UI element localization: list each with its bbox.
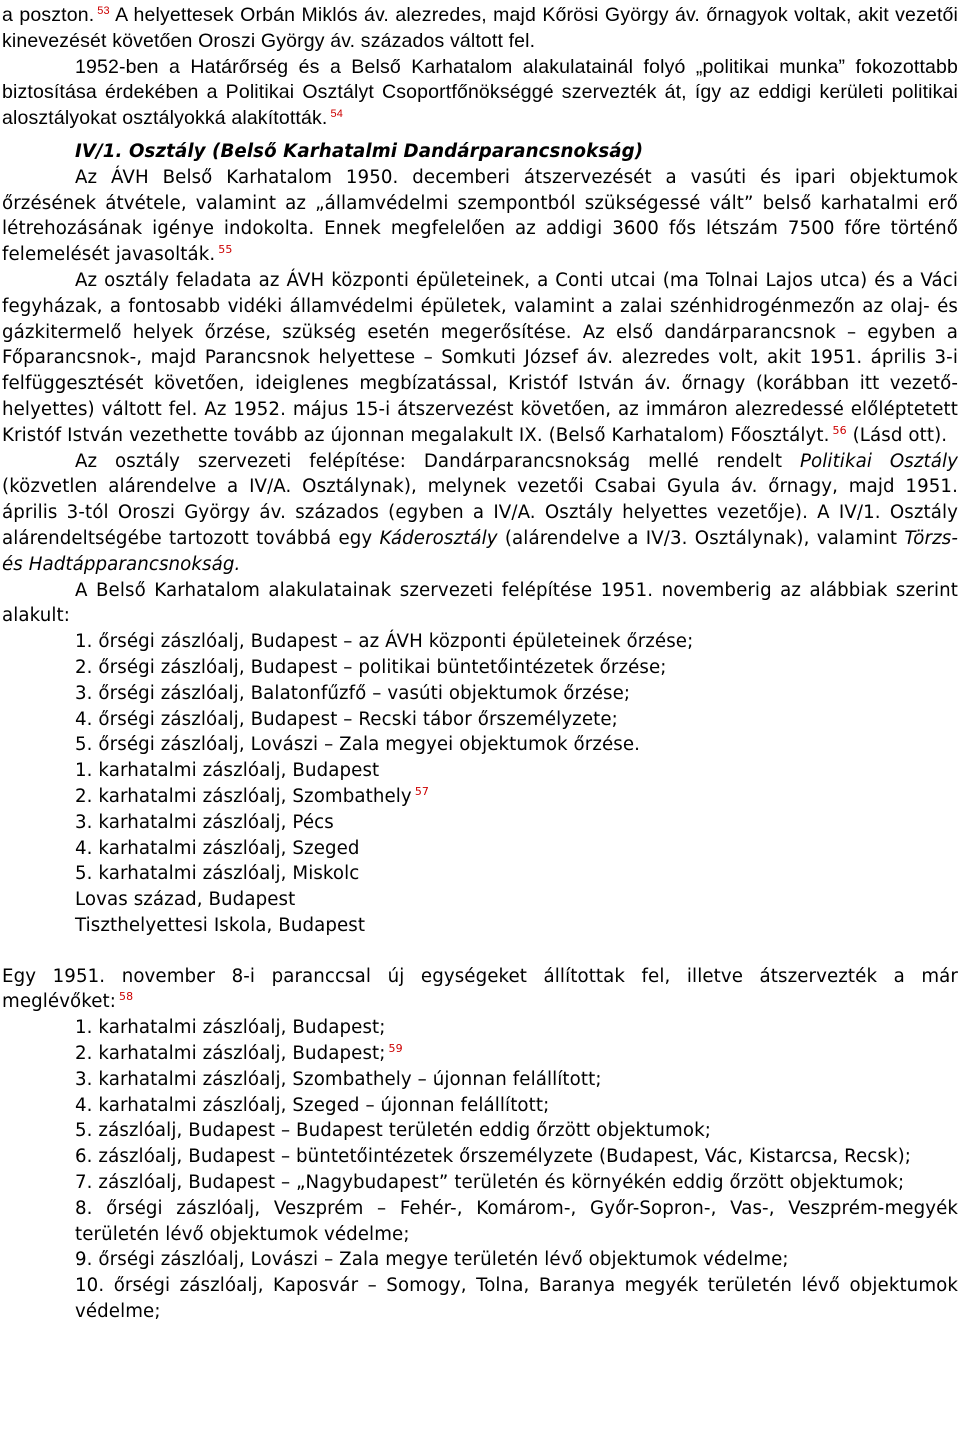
paragraph-feladat	[2, 268, 958, 449]
list-item	[75, 758, 958, 784]
list-item-text: 6. zászlóalj, Budapest – büntetőintézetek őrszemélyzete (Budapest, Vác, Kistarcsa, Recsk);	[75, 1146, 912, 1168]
list-item-text: Lovas század, Budapest	[75, 889, 296, 911]
list-item	[75, 810, 958, 836]
footnote-ref-57[interactable]: 57	[414, 784, 430, 798]
list-item-text: 4. őrségi zászlóalj, Budapest – Recski tábor őrszemélyzete;	[75, 708, 618, 730]
list-item-text: 1. őrségi zászlóalj, Budapest – az ÁVH központi épületeinek őrzése;	[75, 631, 694, 653]
paragraph-text-end: (Lásd ott).	[846, 424, 948, 446]
paragraph-atszervezes	[2, 165, 958, 268]
spacer	[2, 939, 958, 964]
paragraph-text: Az ÁVH Belső Karhatalom 1950. decemberi átszervezését a vasúti és ipari objektumok őrzésének átvétele, valamint az „államvédelmi szempontból szükségessé vált” belső karhatalmi erő létrehozásának igénye indokolta. Ennek megfelelően az addigi 3600 fős létszám 7500 főre történő felemelését javasolták.	[2, 166, 958, 266]
italic-term: Politikai Osztály	[799, 450, 958, 472]
paragraph-alakulatok-intro: A Belső Karhatalom alakulatainak szervezeti felépítése 1951. novemberig az alábbiak szerint alakult:	[2, 579, 958, 627]
list-item-text: 9. őrségi zászlóalj, Lovászi – Zala megye területén lévő objektumok védelme;	[75, 1249, 789, 1271]
list-item-text: 1. karhatalmi zászlóalj, Budapest	[75, 760, 380, 782]
list-item-text: Tiszthelyettesi Iskola, Budapest	[75, 914, 366, 936]
paragraph-politikai-osztaly	[2, 55, 958, 132]
list-item	[75, 1067, 958, 1093]
list-item-text: 7. zászlóalj, Budapest – „Nagybudapest” területén és környékén eddig őrzött objektumok;	[75, 1172, 905, 1194]
intro-text-start: a poszton.	[2, 4, 95, 26]
list-item-text: 2. karhatalmi zászlóalj, Szombathely	[75, 785, 412, 807]
paragraph-szervezeti-felepites	[2, 449, 958, 578]
list-item	[75, 681, 958, 707]
paragraph-text: Az osztály szervezeti felépítése: Dandárparancsnokság mellé rendelt	[75, 450, 800, 472]
list-item	[75, 913, 958, 939]
footnote-ref-55[interactable]: 55	[218, 243, 233, 257]
list-item	[75, 1170, 958, 1196]
list-item	[75, 1273, 958, 1325]
list-item	[75, 732, 958, 758]
paragraph-text: 1952-ben a Határőrség és a Belső Karhatalom alakulatainál folyó „politikai munka” fokozottabb biztosítása érdekében a Politikai Osztályt Csoportfőnökséggé szervezték át, így az eddigi kerületi politikai alosztályokat osztályokká alakították.	[2, 55, 958, 130]
list-item-text: 8. őrségi zászlóalj, Veszprém – Fehér-, Komárom-, Győr-Sopron-, Vas-, Veszprém-megyék területén lévő objektumok védelme;	[75, 1197, 958, 1245]
list-item-text: 5. zászlóalj, Budapest – Budapest területén eddig őrzött objektumok;	[75, 1120, 711, 1142]
footnote-ref-56[interactable]: 56	[832, 423, 847, 437]
footnote-ref-54[interactable]: 54	[330, 108, 343, 121]
list-item	[75, 1196, 958, 1248]
list-item-text: 3. karhatalmi zászlóalj, Szombathely – újonnan felállított;	[75, 1068, 602, 1090]
footnote-ref-59[interactable]: 59	[388, 1042, 403, 1056]
paragraph-text: (alárendelve a IV/3. Osztálynak), valamint	[497, 527, 905, 549]
intro-paragraph	[2, 3, 958, 55]
list-item-text: 10. őrségi zászlóalj, Kaposvár – Somogy, Tolna, Baranya megyék területén lévő objektumok védelme;	[75, 1275, 958, 1323]
list-item-text: 4. karhatalmi zászlóalj, Szeged	[75, 837, 360, 859]
list-item-text: 3. karhatalmi zászlóalj, Pécs	[75, 811, 334, 833]
list-item	[75, 1247, 958, 1273]
paragraph-text: Egy 1951. november 8-i paranccsal új egységeket állítottak fel, illetve átszervezték a már meglévőket:	[2, 965, 958, 1013]
list-item-text: 4. karhatalmi zászlóalj, Szeged – újonnan felállított;	[75, 1094, 550, 1116]
list-item-text: 2. őrségi zászlóalj, Budapest – politikai büntetőintézetek őrzése;	[75, 656, 667, 678]
italic-term: Káderosztály	[379, 527, 498, 549]
paragraph-text: (közvetlen alárendelve a IV/A. Osztálynak), melynek vezetői Csabai Gyula áv. őrnagy, majd 1951. április 3-tól Oroszi György áv. százados (egyben a IV/A. Osztály helyettes vezetője). A IV/1. Osztály alárendeltségébe tartozott továbbá egy	[2, 476, 958, 549]
list-item	[75, 1015, 958, 1041]
list-item-text: 5. őrségi zászlóalj, Lovászi – Zala megyei objektumok őrzése.	[75, 734, 641, 756]
list-item-text: 2. karhatalmi zászlóalj, Budapest;	[75, 1043, 386, 1065]
unit-list-1951	[2, 629, 958, 939]
paragraph-text: Az osztály feladata az ÁVH központi épületeinek, a Conti utcai (ma Tolnai Lajos utca) és a Váci fegyházak, a fontosabb vidéki államvédelmi épületek, valamint a zalai szénhidrogénmezőn az olaj- és gázkitermelő helyek őrzése, szükség esetén megerősítése. Az első dandárparancsnok – egyben a Főparancsnok-, majd Parancsnok helyettese – Somkuti József áv. alezredes volt, akit 1951. április 3-i felfüggesztését követően, ideiglenes megbízatással, Kristóf István áv. őrnagy (korábban itt vezető-helyettes) váltott fel. Az 1952. május 15-i átszervezést követően, az immáron alezredessé előléptetett Kristóf István vezethette tovább az újonnan megalakult IX. (Belső Karhatalom) Főosztályt.	[2, 269, 958, 446]
intro-text-end: A helyettesek Orbán Miklós áv. alezredes, majd Kőrösi György áv. őrnagyok voltak, akit vezetői kinevezését követően Oroszi György áv. százados váltott fel.	[2, 4, 958, 52]
list-item-text: 3. őrségi zászlóalj, Balatonfűzfő – vasúti objektumok őrzése;	[75, 682, 631, 704]
list-item	[75, 1118, 958, 1144]
list-item	[75, 629, 958, 655]
italic-term: Törzs- és Hadtápparancsnokság.	[2, 527, 958, 575]
list-item-text: 1. karhatalmi zászlóalj, Budapest;	[75, 1017, 386, 1039]
list-item	[75, 707, 958, 733]
unit-list-new	[2, 1015, 958, 1325]
list-item	[75, 861, 958, 887]
list-item	[75, 836, 958, 862]
footnote-ref-58[interactable]: 58	[119, 990, 134, 1004]
section-heading: IV/1. Osztály (Belső Karhatalmi Dandárparancsnokság)	[75, 140, 644, 162]
list-item	[75, 1041, 958, 1067]
footnote-ref-53[interactable]: 53	[97, 5, 110, 17]
list-item	[75, 1093, 958, 1119]
list-item-text: 5. karhatalmi zászlóalj, Miskolc	[75, 863, 360, 885]
list-item	[75, 887, 958, 913]
list-item	[75, 1144, 958, 1170]
paragraph-november-parancs	[2, 964, 958, 1016]
list-item	[75, 784, 958, 810]
list-item	[75, 655, 958, 681]
